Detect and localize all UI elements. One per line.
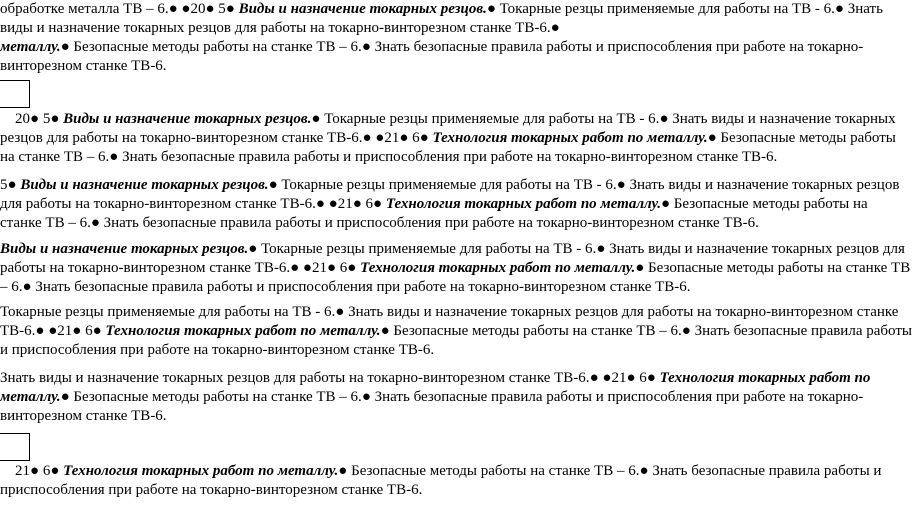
text-run: 6 [39,463,51,479]
bullet-glyph: ● [225,1,235,17]
text-run: 5 [214,1,226,17]
bullet-glyph: ● [22,279,32,295]
text-run: 21 [384,130,400,146]
text-run: винторезном станке ТВ-6. [0,408,167,424]
paragraph-3 [0,176,900,233]
text-run: Знать виды и назначение токарных резцов для [605,241,905,257]
text-line [0,110,896,129]
bullet-glyph: ● [659,111,669,127]
bullet-glyph: ● [660,196,671,212]
bullet-glyph: ● [361,389,371,405]
emphasis-run [360,260,635,276]
text-run: Безопасные методы работы на станке ТВ – 6. [389,323,682,339]
emphasis-run [0,39,61,55]
text-line [0,38,864,57]
bullet-glyph: ● [290,260,300,276]
text-run: 5 [39,111,51,127]
text-line [0,0,883,19]
bold-italic-run: Технология токарных работ по металлу. [360,260,636,276]
text-run: Токарные резцы применяемые для работы на ТВ - 6. [0,304,336,320]
text-line [0,129,896,148]
text-run: Безопасные методы работы на станке ТВ – 6. [347,463,640,479]
paragraph-7 [0,462,882,500]
text-line [0,341,816,360]
bullet-glyph: ● [205,1,215,17]
bullet-glyph: ● [596,241,606,257]
text-run: 6 [408,130,420,146]
bullet-glyph: ● [248,241,258,257]
text-run: Знать виды и назначение токарных резцов для работы на токарно-винторезном станке [344,304,899,320]
bullet-glyph: ● [109,149,119,165]
bullet-glyph: ● [834,1,844,17]
bullet-glyph: ● [7,177,17,193]
text-run: Знать виды и назначение токарных резцов [625,177,900,193]
text-run: приспособления при работе на токарно-винторезном станке ТВ-6. [0,482,423,498]
bold-italic-run: Виды и назначение токарных резцов. [0,241,249,257]
text-run: 21 [311,260,327,276]
text-line [0,259,911,278]
text-run: Знать безопасные правила работы и приспособления при работе на токарно- [370,39,864,55]
text-run: Знать виды и назначение токарных резцов для работы на токарно-винторезном станке ТВ-6. [0,370,590,386]
bullet-glyph: ● [335,304,345,320]
text-run: 5 [0,177,8,193]
bold-italic-run: Виды и назначение токарных резцов. [238,1,487,17]
text-run: 21 [0,463,30,479]
bullet-glyph: ● [380,323,390,339]
text-run: для работы на токарно-винторезном станке ТВ-6. [0,196,316,212]
paragraph-2 [0,110,896,167]
bullet-glyph: ● [362,130,372,146]
text-run: Знать безопасные правила работы и приспособления при работе на токарно-винторезном станке ТВ-6. [99,215,759,231]
bold-italic-run: Технология токарных работ по металлу. [105,323,381,339]
text-run: 20 [0,111,30,127]
text-line [0,369,871,388]
bullet-glyph: ● [35,323,45,339]
bullet-glyph: ● [311,111,321,127]
bullet-glyph: ● [616,177,626,193]
text-line [0,148,816,167]
bold-italic-run: Виды и назначение токарных резцов. [63,111,312,127]
text-run: 6 [336,260,348,276]
table-cell-marker [0,80,30,108]
bullet-glyph: ● [589,370,599,386]
text-run: 21 [57,323,73,339]
emphasis-run [105,323,380,339]
bold-italic-run: Технология токарных работ по [659,370,871,386]
bullet-glyph: ● [399,130,409,146]
bullet-glyph: ● [707,130,717,146]
text-run: Токарные резцы применяемые для работы на ТВ - 6. [320,111,660,127]
text-line [0,278,816,297]
bold-italic-run: металлу. [0,39,61,55]
text-run: Токарные резцы применяемые для работы на ТВ - 6. [257,241,597,257]
text-run: виды и назначение токарных резцов для работы на токарно-винторезном станке ТВ-6. [0,20,551,36]
text-run: Знать безопасные правила работы и [648,463,882,479]
text-run: станке ТВ – 6. [0,215,91,231]
bullet-glyph: ● [168,1,178,17]
bullet-glyph: ● [30,463,40,479]
text-run: Безопасные методы работы на станке ТВ – 6. [69,389,362,405]
text-line [0,407,816,426]
text-line [0,19,816,38]
paragraph-5 [0,303,912,360]
text-run: Безопасные методы работы на [670,196,868,212]
text-run: Знать безопасные правила работы и приспособления при работе на токарно- [370,389,864,405]
text-run: Безопасные методы работы на станке ТВ – 6. [69,39,362,55]
text-line [0,462,882,481]
text-line [0,57,816,76]
bullet-glyph: ● [486,1,496,17]
bullet-glyph: ● [639,463,649,479]
bold-italic-run: Виды и назначение токарных резцов. [20,177,269,193]
text-run: 6 [635,370,647,386]
paragraph-4 [0,240,911,297]
emphasis-run [660,370,871,386]
bullet-glyph: ● [347,260,357,276]
emphasis-run [432,130,707,146]
bullet-glyph: ● [361,39,371,55]
text-run: работы на токарно-винторезном станке ТВ-6. [0,260,291,276]
text-run: Знать безопасные правила работы и приспособления при работе на токарно-винторезном станке ТВ-6. [31,279,691,295]
bullet-glyph: ● [338,463,348,479]
bullet-glyph: ● [181,1,191,17]
bold-italic-run: металлу. [0,389,61,405]
text-run: – 6. [0,279,23,295]
bold-italic-run: Технология токарных работ по металлу. [432,130,708,146]
text-run: 21 [337,196,353,212]
text-run: и приспособления при работе на токарно-винторезном станке ТВ-6. [0,342,435,358]
text-run: Знать безопасные правила работы [690,323,912,339]
text-run: резцов для работы на токарно-винторезном станке ТВ-6. [0,130,363,146]
bullet-glyph: ● [72,323,82,339]
bullet-glyph: ● [30,111,40,127]
emphasis-run [20,177,268,193]
text-run: обработке металла ТВ – 6. [0,1,169,17]
text-run: Безопасные методы работы [716,130,896,146]
bullet-glyph: ● [315,196,325,212]
text-run: Знать виды и назначение токарных [668,111,896,127]
emphasis-run [63,463,338,479]
text-line [0,195,868,214]
text-run: Знать [843,1,883,17]
emphasis-run [63,111,311,127]
bullet-glyph: ● [50,111,60,127]
bullet-glyph: ● [50,463,60,479]
bullet-glyph: ● [328,196,338,212]
bullet-glyph: ● [419,130,429,146]
bullet-glyph: ● [375,130,385,146]
bold-italic-run: Технология токарных работ по металлу. [63,463,339,479]
text-line [0,303,899,322]
text-run: Токарные резцы применяемые для работы на ТВ - 6. [277,177,617,193]
bullet-glyph: ● [550,20,560,36]
bullet-glyph: ● [626,370,636,386]
text-run: Безопасные методы работы на станке ТВ [644,260,911,276]
text-line [0,481,816,500]
bullet-glyph: ● [268,177,278,193]
bullet-glyph: ● [352,196,362,212]
text-run: 6 [361,196,374,212]
text-line [0,322,912,341]
bullet-glyph: ● [602,370,612,386]
text-run: 6 [81,323,93,339]
bullet-glyph: ● [60,389,70,405]
bullet-glyph: ● [373,196,383,212]
emphasis-run [0,389,61,405]
emphasis-run [239,1,487,17]
bullet-glyph: ● [90,215,100,231]
text-run: Знать безопасные правила работы и приспособления при работе на токарно-винторезном станке ТВ-6. [118,149,778,165]
bullet-glyph: ● [60,39,70,55]
emphasis-run [0,241,248,257]
text-run: 21 [611,370,627,386]
text-line [0,176,900,195]
bullet-glyph: ● [326,260,337,276]
paragraph-1 [0,0,883,76]
text-run: ТВ-6. [0,323,36,339]
paragraph-6 [0,369,871,426]
bullet-glyph: ● [92,323,102,339]
text-run: 20 [190,1,206,17]
text-line [0,388,864,407]
text-run: Токарные резцы применяемые для работы на ТВ - 6. [495,1,835,17]
text-line [0,214,816,233]
bullet-glyph: ● [48,323,58,339]
bold-italic-run: Технология токарных работ по металлу. [385,196,661,212]
bullet-glyph: ● [302,260,312,276]
text-line [0,240,905,259]
text-run: на станке ТВ – 6. [0,149,110,165]
bullet-glyph: ● [681,323,691,339]
table-cell-marker [0,433,30,461]
bullet-glyph: ● [646,370,656,386]
bullet-glyph: ● [635,260,645,276]
text-run: винторезном станке ТВ-6. [0,58,167,74]
emphasis-run [386,196,661,212]
